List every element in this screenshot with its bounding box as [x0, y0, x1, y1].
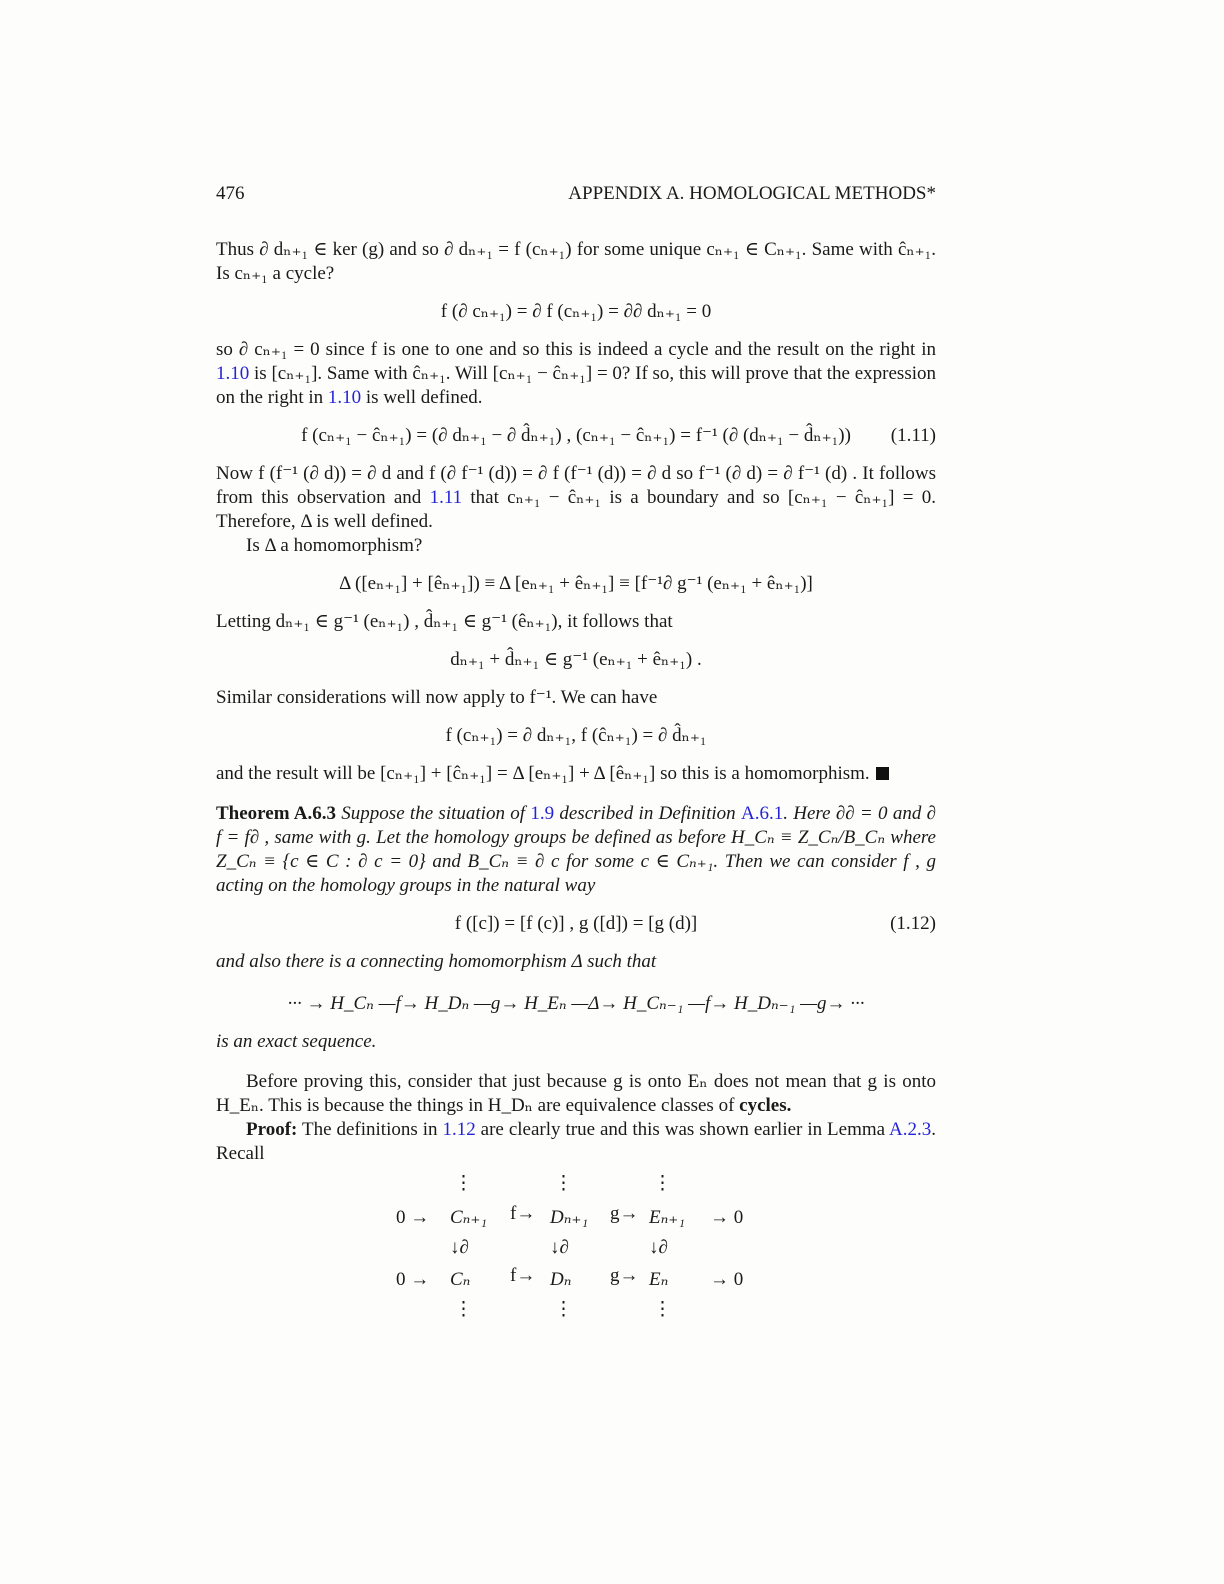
arrow-f: f→ — [510, 1203, 536, 1224]
arrow-zero: → 0 — [710, 1269, 744, 1290]
equation: Δ ([eₙ₊₁] + [êₙ₊₁]) ≡ Δ [eₙ₊₁ + êₙ₊₁] ≡ [f⁻¹∂ g⁻¹ (eₙ₊₁ + êₙ₊₁)] — [339, 573, 813, 594]
paragraph: Similar considerations will now apply to f⁻¹. We can have — [216, 687, 658, 708]
page-body — [216, 238, 936, 1322]
equation: f (∂ cₙ₊₁) = ∂ f (cₙ₊₁) = ∂∂ dₙ₊₁ = 0 — [440, 301, 712, 322]
equation-ref-link[interactable]: 1.12 — [442, 1119, 476, 1140]
equation-ref-link[interactable]: 1.9 — [530, 803, 555, 824]
page-header — [216, 183, 936, 205]
arrow-zero: → 0 — [710, 1207, 744, 1228]
paragraph: so ∂ cₙ₊₁ = 0 since f is one to one and so this is indeed a cycle and the result on the right in 1.10 is [cₙ₊₁]. Same with ĉₙ₊₁. Will [cₙ₊₁ − ĉₙ₊₁] = 0? If so, this will prove that the expression on the right in 1.10 is well defined. — [216, 339, 936, 408]
vdots: ⋮ — [554, 1299, 573, 1320]
definition-ref-link[interactable]: A.6.1 — [740, 803, 784, 824]
commutative-diagram — [216, 1172, 936, 1322]
paragraph: Now f (f⁻¹ (∂ d)) = ∂ d and f (∂ f⁻¹ (d)) = ∂ f (f⁻¹ (d)) = ∂ d so f⁻¹ (∂ d) = ∂ f⁻¹ (d) . It follows from this observation and 1.11 that cₙ₊₁ − ĉₙ₊₁ is a boundary and so [cₙ₊₁ − ĉₙ₊₁] = 0. Therefore, Δ is well defined. — [216, 463, 936, 532]
diagram-node: Cₙ₊₁ — [450, 1207, 488, 1228]
equation-ref-link[interactable]: 1.10 — [216, 363, 250, 384]
equation-number: (1.11) — [890, 425, 936, 446]
vdots: ⋮ — [653, 1299, 672, 1320]
equation-1-11: f (cₙ₊₁ − ĉₙ₊₁) = (∂ dₙ₊₁ − ∂ d̂ₙ₊₁) , (cₙ₊₁ − ĉₙ₊₁) = f⁻¹ (∂ (dₙ₊₁ − d̂ₙ₊₁)) (1.11) — [301, 425, 936, 446]
proof-paragraph: Proof: The definitions in 1.12 are clearly true and this was shown earlier in Lemma A.2.3. Recall — [216, 1119, 936, 1164]
paragraph: and also there is a connecting homomorphism Δ such that — [216, 951, 657, 972]
boundary-arrow: ↓∂ — [649, 1237, 668, 1258]
paragraph: Before proving this, consider that just because g is onto Eₙ does not mean that g is onto H_Eₙ. This is because the things in H_Dₙ are equivalence classes of cycles. — [216, 1071, 936, 1116]
proof-label: Proof: — [246, 1119, 298, 1140]
vdots: ⋮ — [454, 1173, 473, 1194]
theorem-label: Theorem A.6.3 — [216, 803, 336, 824]
paragraph: and the result will be [cₙ₊₁] + [ĉₙ₊₁] = Δ [eₙ₊₁] + Δ [êₙ₊₁] so this is a homomorphism. — [216, 762, 936, 786]
paragraph: Thus ∂ dₙ₊₁ ∈ ker (g) and so ∂ dₙ₊₁ = f (cₙ₊₁) for some unique cₙ₊₁ ∈ Cₙ₊₁. Same with ĉₙ₊₁. Is cₙ₊₁ a cycle? — [216, 239, 936, 284]
equation-1-12: f ([c]) = [f (c)] , g ([d]) = [g (d)] (1.12) — [454, 913, 936, 934]
equation-number: (1.12) — [890, 913, 936, 934]
boundary-arrow: ↓∂ — [450, 1237, 469, 1258]
theorem-statement: Theorem A.6.3 Suppose the situation of 1.9 described in Definition A.6.1. Here ∂∂ = 0 and ∂ f = f∂ , same with g. Let the homology groups be defined as before H_Cₙ ≡ Z_Cₙ/B_Cₙ where Z_Cₙ ≡ {c ∈ C : ∂ c = 0} and B_Cₙ ≡ ∂ c for some c ∈ Cₙ₊₁. Then we can consider f , g acting on the homology groups in the natural way — [216, 803, 937, 896]
equation: f (cₙ₊₁) = ∂ dₙ₊₁, f (ĉₙ₊₁) = ∂ d̂ₙ₊₁ — [445, 725, 707, 746]
lemma-ref-link[interactable]: A.2.3 — [889, 1119, 932, 1140]
zero-arrow: 0 → — [396, 1269, 430, 1290]
qed-square-icon — [876, 767, 889, 780]
page-number: 476 — [216, 183, 245, 204]
diagram-node: Dₙ₊₁ — [550, 1207, 589, 1228]
diagram-node: Dₙ — [550, 1269, 572, 1290]
vdots: ⋮ — [653, 1173, 672, 1194]
paragraph: is an exact sequence. — [216, 1031, 377, 1052]
vdots: ⋮ — [454, 1299, 473, 1320]
arrow-f: f→ — [510, 1265, 536, 1286]
diagram-node: Cₙ — [450, 1269, 471, 1290]
arrow-g: g→ — [610, 1203, 639, 1224]
arrow-g: g→ — [610, 1265, 639, 1286]
equation: dₙ₊₁ + d̂ₙ₊₁ ∈ g⁻¹ (eₙ₊₁ + êₙ₊₁) . — [450, 649, 702, 670]
diagram-node: Eₙ — [649, 1269, 669, 1290]
paragraph: Letting dₙ₊₁ ∈ g⁻¹ (eₙ₊₁) , d̂ₙ₊₁ ∈ g⁻¹ (êₙ₊₁), it follows that — [216, 611, 673, 632]
boundary-arrow: ↓∂ — [550, 1237, 569, 1258]
equation-ref-link[interactable]: 1.10 — [327, 387, 362, 408]
zero-arrow: 0 → — [396, 1207, 430, 1228]
running-title: APPENDIX A. HOMOLOGICAL METHODS* — [568, 183, 936, 204]
paragraph: Is Δ a homomorphism? — [246, 535, 423, 556]
vdots: ⋮ — [554, 1173, 573, 1194]
exact-sequence: ··· → H_Cₙ —f→ H_Dₙ —g→ H_Eₙ —Δ→ H_Cₙ₋₁ —f→ H_Dₙ₋₁ —g→ ··· — [287, 993, 865, 1014]
equation-ref-link[interactable]: 1.11 — [429, 487, 463, 508]
diagram-node: Eₙ₊₁ — [649, 1207, 685, 1228]
